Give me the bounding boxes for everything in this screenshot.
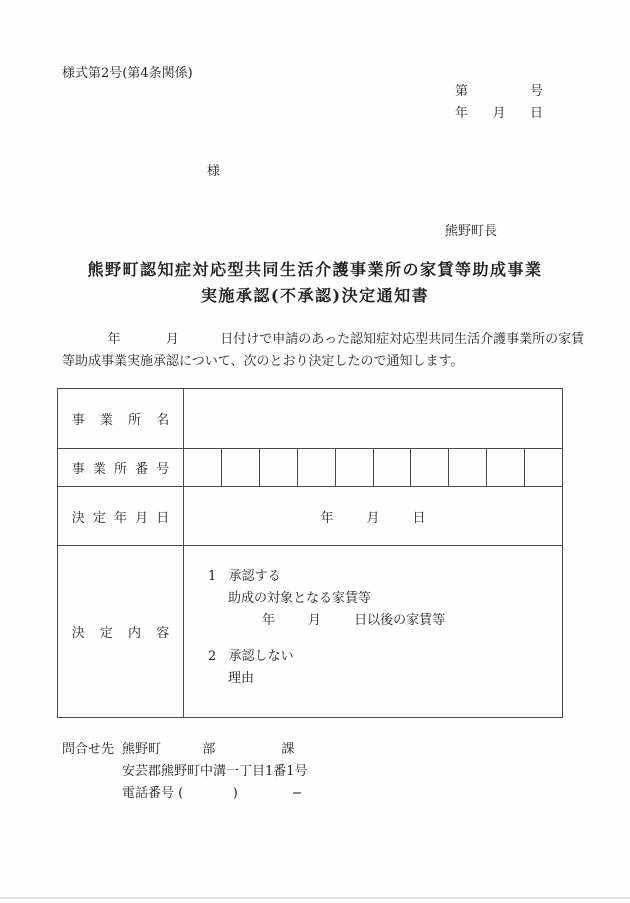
title-line-2: 実施承認(不承認)決定通知書	[200, 286, 430, 305]
body-paragraph	[62, 329, 585, 372]
decision-table	[57, 388, 563, 718]
contact-line-phone: 電話番号 ( ) −	[122, 786, 303, 801]
office-name-value	[183, 389, 562, 448]
document-title	[67, 257, 563, 309]
office-number-cell	[221, 449, 259, 486]
decision-date-value	[183, 487, 562, 545]
contact-line-department: 熊野町 部 課	[122, 742, 295, 757]
row-office-name	[58, 389, 562, 448]
row-office-number	[58, 448, 562, 486]
decision-content-value	[183, 546, 562, 717]
decision-option-1-detail: 助成の対象となる家賃等	[228, 591, 372, 606]
office-number-cell	[448, 449, 486, 486]
office-name-label: 事 業 所 名	[71, 413, 170, 428]
date-day-label: 日	[529, 105, 543, 121]
issue-date-line	[455, 100, 543, 122]
contact-label: 問合せ先	[62, 742, 115, 757]
office-number-cell	[335, 449, 373, 486]
decision-content-label-cell	[58, 546, 183, 717]
form-number: 様式第2号(第4条関係)	[62, 66, 193, 81]
row-decision-content	[58, 545, 562, 717]
decision-option-1-date: 年 月 日以後の家賃等	[262, 613, 446, 628]
decision-date-label: 決 定 年 月 日	[71, 510, 170, 526]
page-bottom-edge	[0, 897, 630, 899]
decision-date-label-cell	[58, 487, 183, 545]
decision-option-1: 1 承認する	[208, 569, 281, 584]
office-number-label: 事 業 所 番 号	[71, 462, 170, 477]
decision-date-text: 年 月 日	[320, 510, 426, 526]
decision-content-label: 決 定 内 容	[71, 626, 170, 641]
office-number-label-cell	[58, 449, 183, 486]
date-year-label: 年	[455, 105, 469, 121]
contact-lines	[122, 739, 308, 805]
decision-option-2: 2 承認しない	[208, 649, 294, 664]
doc-number-prefix: 第	[455, 83, 469, 99]
office-number-cells	[183, 449, 562, 486]
office-number-cell	[184, 449, 221, 486]
office-number-cell	[524, 449, 562, 486]
sender-title: 熊野町長	[445, 224, 498, 239]
title-line-1: 熊野町認知症対応型共同生活介護事業所の家賃等助成事業	[87, 260, 543, 279]
row-decision-date	[58, 486, 562, 545]
addressee-suffix: 様	[207, 164, 221, 179]
office-number-cell	[373, 449, 411, 486]
office-number-cell	[486, 449, 524, 486]
doc-number-suffix: 号	[529, 83, 543, 99]
date-month-label: 月	[492, 105, 506, 121]
contact-block	[62, 739, 308, 805]
office-number-cell	[297, 449, 335, 486]
body-line-1: 年 月 日付けで申請のあった認知症対応型共同生活介護事業所の家賃	[62, 332, 585, 347]
document-number-line	[455, 78, 543, 100]
contact-line-address: 安芸郡熊野町中溝一丁目1番1号	[122, 764, 308, 779]
office-number-cell	[410, 449, 448, 486]
office-name-label-cell	[58, 389, 183, 448]
decision-option-2-reason: 理由	[228, 671, 255, 686]
document-header-block	[455, 78, 543, 122]
body-line-2: 等助成事業実施承認について、次のとおり決定したので通知します。	[62, 353, 464, 369]
office-number-cell	[259, 449, 297, 486]
